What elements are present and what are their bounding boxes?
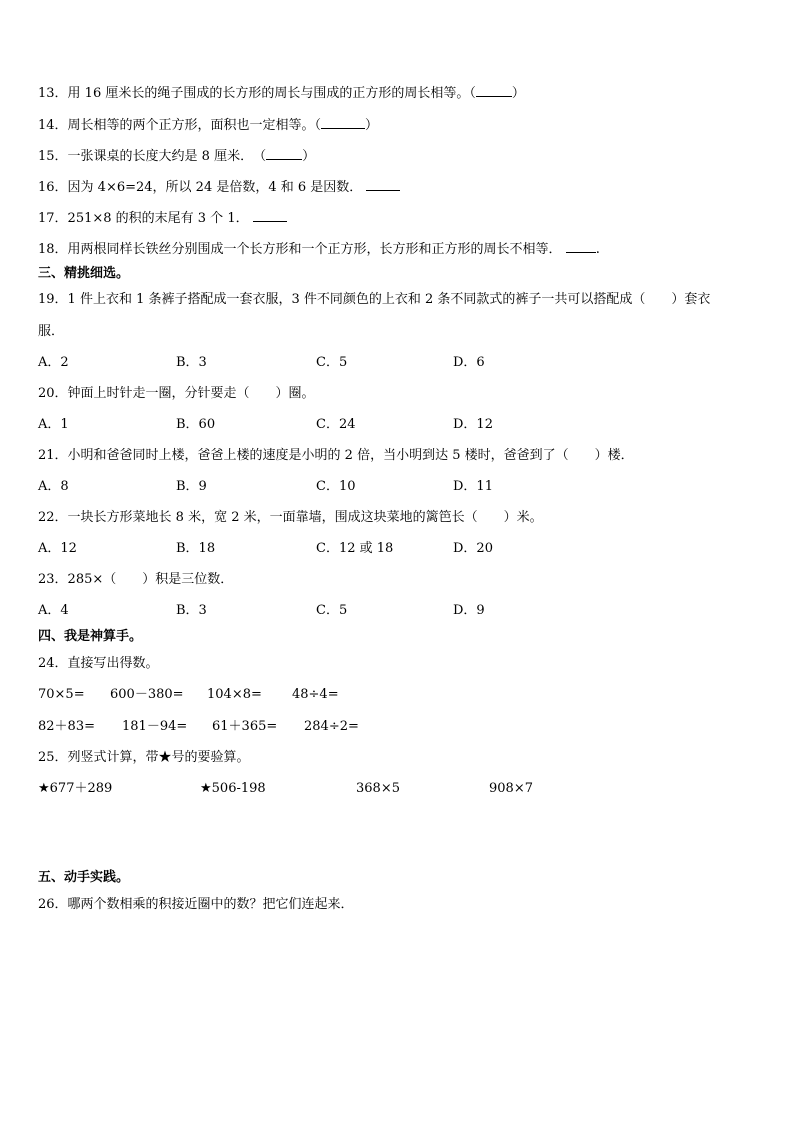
question-26-stem: 26．哪两个数相乘的积接近圈中的数？把它们连起来． <box>38 897 354 912</box>
option-a[interactable]: A．1 <box>38 417 69 432</box>
calc-item[interactable]: 61＋365= <box>212 719 278 734</box>
question-25-stem: 25．列竖式计算，带★号的要验算。 <box>38 750 250 765</box>
question-text: 16．因为 4×6=24，所以 24 是倍数，4 和 6 是因数． <box>38 180 363 195</box>
question-23-stem: 23．285×（ ）积是三位数． <box>38 572 234 587</box>
option-b[interactable]: B．18 <box>176 541 216 556</box>
calc-item[interactable]: 600－380= <box>110 687 184 702</box>
question-14: 14．周长相等的两个正方形，面积也一定相等。（ ） <box>38 118 379 133</box>
question-16 <box>38 178 400 196</box>
option-a[interactable]: A．8 <box>38 479 69 494</box>
question-text: 18．用两根同样长铁丝分别围成一个长方形和一个正方形，长方形和正方形的周长不相等． <box>38 242 562 257</box>
calc-item[interactable]: 82＋83= <box>38 719 95 734</box>
option-c[interactable]: C．5 <box>316 603 348 618</box>
question-24-stem: 24．直接写出得数。 <box>38 656 159 671</box>
question-text: 17．251×8 的积的末尾有 3 个 1． <box>38 211 249 226</box>
answer-blank[interactable] <box>253 209 287 222</box>
question-20-stem: 20．钟面上时针走一圈，分针要走（ ）圈。 <box>38 386 315 401</box>
question-18: 18．用两根同样长铁丝分别围成一个长方形和一个正方形，长方形和正方形的周长不相等． . <box>38 242 600 257</box>
option-d[interactable]: D．20 <box>453 541 493 556</box>
question-15: 15．一张课桌的长度大约是 8 厘米． （ ） <box>38 149 316 164</box>
vertical-calc-item[interactable]: ★506-198 <box>200 781 266 796</box>
question-text: 15．一张课桌的长度大约是 8 厘米． （ <box>38 149 267 164</box>
option-b[interactable]: B．60 <box>176 417 216 432</box>
option-c[interactable]: C．10 <box>316 479 356 494</box>
option-c[interactable]: C．5 <box>316 355 348 370</box>
calc-item[interactable]: 48÷4= <box>292 687 339 702</box>
option-a[interactable]: A．12 <box>38 541 77 556</box>
section-title: 三、精挑细选。 <box>38 266 130 281</box>
vertical-calc-item[interactable]: ★677＋289 <box>38 781 113 796</box>
option-b[interactable]: B．9 <box>176 479 207 494</box>
option-c[interactable]: C．12 或 18 <box>316 541 394 556</box>
vertical-calc-item[interactable]: 908×7 <box>489 781 533 796</box>
calc-item[interactable]: 104×8= <box>207 687 262 702</box>
section-title: 五、动手实践。 <box>38 870 130 885</box>
option-c[interactable]: C．24 <box>316 417 356 432</box>
question-19-stem: 19．1 件上衣和 1 条裤子搭配成一套衣服，3 件不同颜色的上衣和 2 条不同款式的裤子一共可以搭配成（ ）套衣 <box>38 292 711 307</box>
answer-blank[interactable] <box>566 240 596 253</box>
question-22-stem: 22．一块长方形菜地长 8 米，宽 2 米，一面靠墙，围成这块菜地的篱笆长（ ）米。 <box>38 510 543 525</box>
question-13: 13．用 16 厘米长的绳子围成的长方形的周长与围成的正方形的周长相等。（ ） <box>38 86 525 101</box>
option-b[interactable]: B．3 <box>176 355 207 370</box>
answer-blank[interactable] <box>476 84 512 97</box>
calc-item[interactable]: 284÷2= <box>304 719 359 734</box>
answer-blank[interactable] <box>321 116 365 129</box>
question-19-stem-cont: 服． <box>38 324 65 339</box>
answer-blank[interactable] <box>266 147 302 160</box>
question-17 <box>38 209 287 227</box>
option-d[interactable]: D．11 <box>453 479 493 494</box>
option-b[interactable]: B．3 <box>176 603 207 618</box>
question-text: 13．用 16 厘米长的绳子围成的长方形的周长与围成的正方形的周长相等。（ <box>38 86 476 101</box>
vertical-calc-item[interactable]: 368×5 <box>356 781 400 796</box>
question-text: 14．周长相等的两个正方形，面积也一定相等。（ <box>38 118 322 133</box>
calc-item[interactable]: 70×5= <box>38 687 85 702</box>
option-a[interactable]: A．2 <box>38 355 69 370</box>
option-d[interactable]: D．9 <box>453 603 485 618</box>
answer-blank[interactable] <box>366 178 400 191</box>
option-a[interactable]: A．4 <box>38 603 69 618</box>
section-title: 四、我是神算手。 <box>38 629 143 644</box>
question-21-stem: 21．小明和爸爸同时上楼，爸爸上楼的速度是小明的 2 倍，当小明到达 5 楼时，爸爸到了（ ）楼． <box>38 448 634 463</box>
calc-item[interactable]: 181－94= <box>122 719 188 734</box>
option-d[interactable]: D．6 <box>453 355 485 370</box>
option-d[interactable]: D．12 <box>453 417 493 432</box>
